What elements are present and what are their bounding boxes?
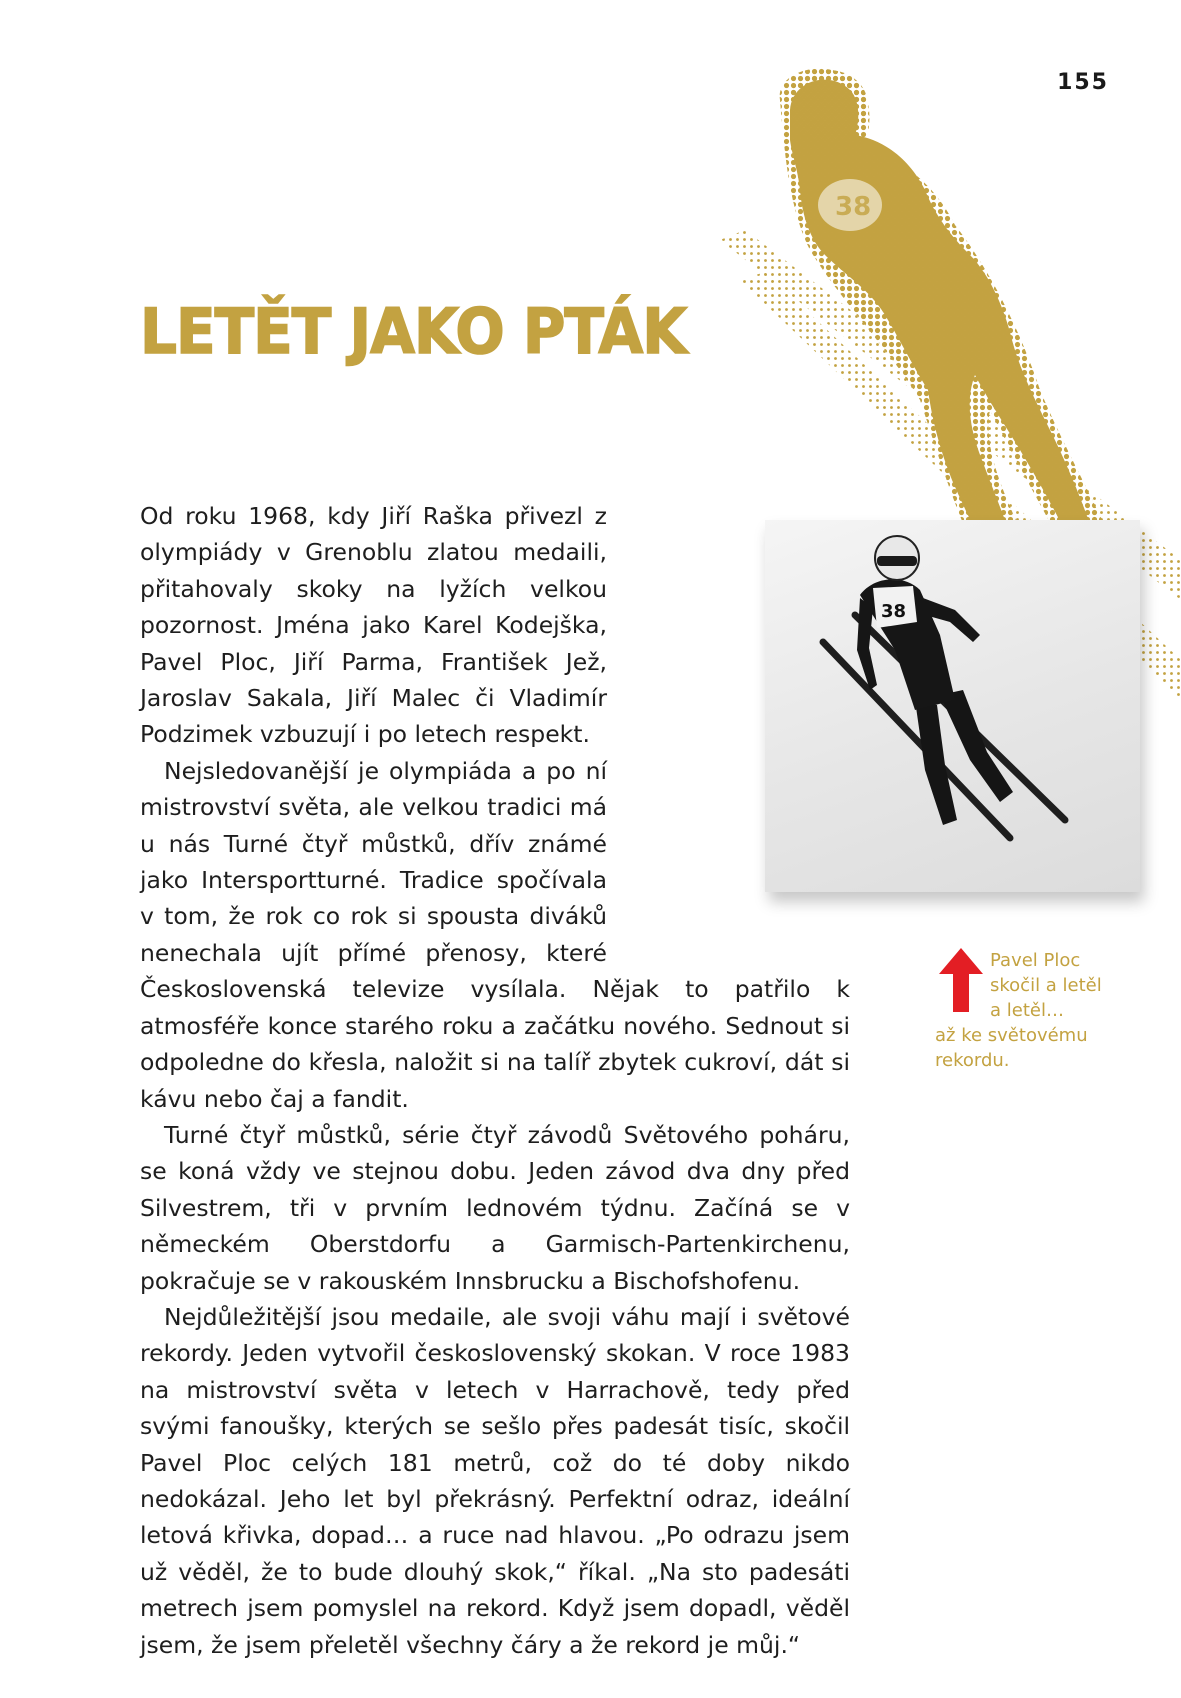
page-title: LETĚT JAKO PTÁK <box>140 294 687 369</box>
photo-caption <box>935 948 1135 1073</box>
caption-line: až ke světovému <box>935 1025 1088 1046</box>
svg-text:38: 38 <box>835 192 872 222</box>
page-number: 155 <box>1057 70 1109 95</box>
bib-number: 38 <box>881 601 907 622</box>
caption-line: skočil a letěl <box>990 975 1102 996</box>
caption-line: a letěl… <box>990 1000 1064 1021</box>
paragraph: Nejsledovanější je olympiáda a po ní mistrovství světa, ale velkou tradici má u nás Turné čtyř můstků, dřív známé jako Intersportturné. Tradice spočívala v tom, že rok co rok si spousta diváků nenechala ujít přímé přenosy, které Československá televize vysílala. Nějak to patřilo k atmosféře konce starého roku a začátku nového. Sednout si odpoledne do křesla, naložit si na talíř zbytek cukroví, dát si kávu nebo čaj a fandit. <box>140 756 850 1113</box>
paragraph: Turné čtyř můstků, série čtyř závodů Světového poháru, se koná vždy ve stejnou dobu. Jeden závod dva dny před Silvestrem, tři v prvním lednovém týdnu. Začíná se v německém Oberstdorfu a Garmisch-Partenkirchenu, pokračuje se v rakouském Innsbrucku a Bischofshofenu. <box>140 1120 850 1295</box>
paragraph: Od roku 1968, kdy Jiří Raška přivezl z olympiády v Grenoblu zlatou medaili, přitahovaly skoky na lyžích velkou pozornost. Jména jako Karel Kodejška, Pavel Ploc, Jiří Parma, František Jež, Jaroslav Sakala, Jiří Malec či Vladimír Podzimek vzbuzují i po letech respekt. <box>140 502 607 749</box>
caption-line: Pavel Ploc <box>990 950 1081 971</box>
photo-text-wrap <box>625 498 1000 946</box>
caption-line: rekordu. <box>935 1050 1010 1071</box>
article-body <box>140 498 850 1663</box>
paragraph: Nejdůležitější jsou medaile, ale svoji váhu mají i světové rekordy. Jeden vytvořil československý skokan. V roce 1983 na mistrovství světa v letech v Harrachově, tedy před svými fanoušky, kterých se sešlo přes padesát tisíc, skočil Pavel Ploc celých 181 metrů, což do té doby nikdo nedokázal. Jeho let byl překrásný. Perfektní odraz, ideální letová křivka, dopad… a ruce nad hlavou. „Po odrazu jsem už věděl, že to bude dlouhý skok,“ říkal. „Na sto padesáti metrech jsem pomyslel na rekord. Když jsem dopadl, věděl jsem, že jsem přeletěl všechny čáry a že rekord je můj.“ <box>140 1302 850 1659</box>
